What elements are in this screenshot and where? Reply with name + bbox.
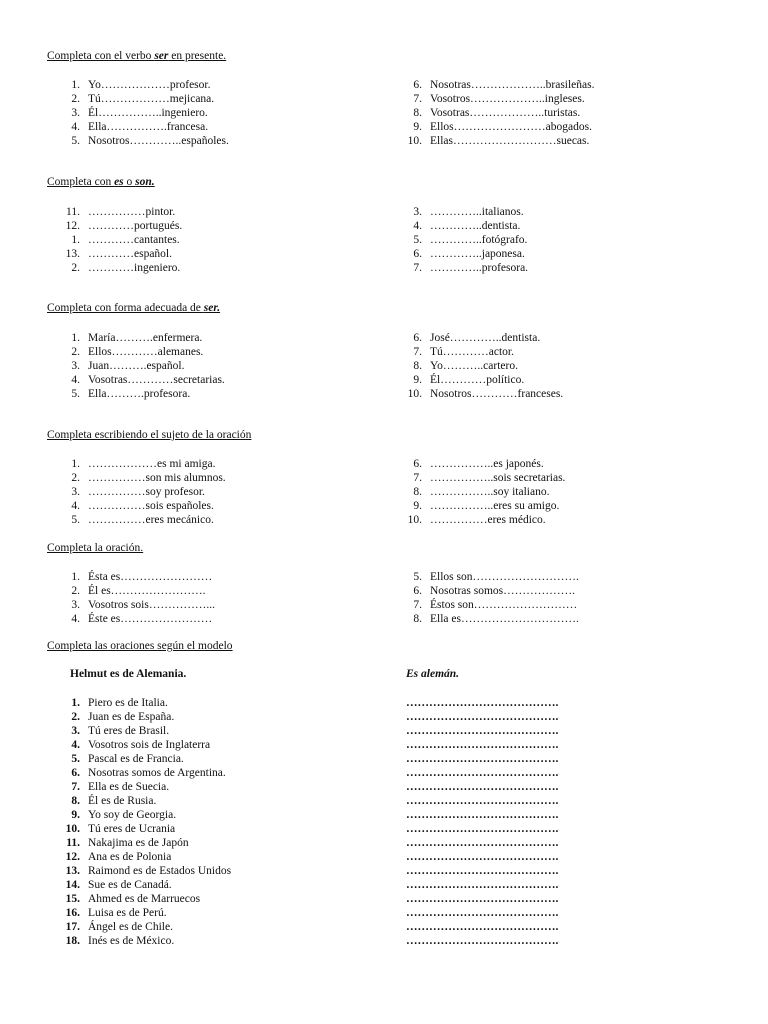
- heading-text: Completa con: [47, 176, 115, 188]
- list-item: [398, 373, 563, 387]
- item-number: 7.: [413, 346, 422, 358]
- list-item: [56, 457, 226, 471]
- item-number: 2.: [71, 346, 80, 358]
- list-item: [398, 584, 579, 598]
- item-text: ……………son mis alumnos.: [88, 472, 226, 484]
- item-number: 1.: [71, 458, 80, 470]
- heading-text: o: [123, 176, 136, 188]
- item-number: 2.: [71, 585, 80, 597]
- heading-text: Completa las oraciones según el modelo: [47, 640, 233, 652]
- item-text: ……………..soy italiano.: [430, 486, 550, 498]
- list-item: [56, 261, 182, 275]
- list-item: [56, 738, 231, 752]
- item-number: 11.: [66, 206, 80, 218]
- item-text: Vosotros………………..ingleses.: [430, 93, 585, 105]
- list-item: [56, 892, 231, 906]
- list-item: [398, 120, 595, 134]
- answer-line: ………………………………….: [406, 753, 559, 765]
- item-number: 9.: [413, 500, 422, 512]
- section-2-heading: [47, 176, 155, 188]
- item-number: 5.: [71, 514, 80, 526]
- item-number: 8.: [413, 613, 422, 625]
- item-text: Él es de Rusia.: [88, 795, 157, 807]
- item-number: 15.: [65, 893, 80, 905]
- list-item: [56, 836, 231, 850]
- list-item: [56, 106, 229, 120]
- section-4-heading: [47, 429, 251, 441]
- list-item: [398, 134, 595, 148]
- heading-text: Completa con el verbo: [47, 50, 155, 62]
- item-number: 11.: [66, 837, 80, 849]
- item-text: …………cantantes.: [88, 234, 180, 246]
- list-item: [398, 513, 565, 527]
- item-number: 16.: [65, 907, 80, 919]
- list-item: [56, 92, 229, 106]
- answer-line: ………………………………….: [406, 711, 559, 723]
- list-item: [56, 584, 215, 598]
- item-text: ……………eres mecánico.: [88, 514, 214, 526]
- item-text: Él…………político.: [430, 374, 525, 386]
- item-number: 1.: [71, 332, 80, 344]
- list-item: [398, 570, 579, 584]
- item-text: María……….enfermera.: [88, 332, 203, 344]
- item-text: Ésta es……………………: [88, 571, 213, 583]
- item-number: 8.: [413, 486, 422, 498]
- list-item: [398, 247, 528, 261]
- item-text: ……………pintor.: [88, 206, 176, 218]
- item-number: 1.: [71, 697, 80, 709]
- item-number: 12.: [65, 220, 80, 232]
- item-number: 2.: [71, 93, 80, 105]
- list-item: [56, 120, 229, 134]
- item-text: ……………sois españoles.: [88, 500, 214, 512]
- heading-text: Completa la oración.: [47, 542, 144, 554]
- list-item: [56, 724, 231, 738]
- list-item: [56, 850, 231, 864]
- item-text: Tú eres de Brasil.: [88, 725, 170, 737]
- item-text: Juan es de España.: [88, 711, 175, 723]
- list-item: [56, 864, 231, 878]
- item-text: ……………eres médico.: [430, 514, 546, 526]
- list-item: [56, 934, 231, 948]
- section-3-left-list: [56, 331, 225, 401]
- answer-line: ………………………………….: [406, 823, 559, 835]
- item-number: 9.: [71, 809, 80, 821]
- item-text: …………portugués.: [88, 220, 183, 232]
- list-item: [398, 233, 528, 247]
- item-text: ……………..es japonés.: [430, 458, 544, 470]
- list-item: [398, 205, 528, 219]
- item-number: 6.: [413, 458, 422, 470]
- item-text: Ellos son……………………….: [430, 571, 579, 583]
- item-text: …………..fotógrafo.: [430, 234, 528, 246]
- section-3-right-list: [398, 331, 563, 401]
- list-item: [56, 696, 231, 710]
- item-text: Nosotros…………..españoles.: [88, 135, 229, 147]
- item-text: …………..italianos.: [430, 206, 524, 218]
- list-item: [398, 359, 563, 373]
- item-text: …………español.: [88, 248, 173, 260]
- section-1-left-list: [56, 78, 229, 148]
- list-item: [398, 457, 565, 471]
- item-number: 2.: [71, 711, 80, 723]
- item-number: 3.: [413, 206, 422, 218]
- item-text: Éste es……………………: [88, 613, 213, 625]
- item-number: 7.: [413, 93, 422, 105]
- answer-line: ………………………………….: [406, 809, 559, 821]
- section-2-left-list: [56, 205, 182, 275]
- item-number: 9.: [413, 374, 422, 386]
- section-4-right-list: [398, 457, 565, 527]
- item-text: Nosotros…………franceses.: [430, 388, 564, 400]
- answer-line: ………………………………….: [406, 725, 559, 737]
- list-item: [398, 471, 565, 485]
- list-item: [56, 598, 215, 612]
- item-text: Tú…………actor.: [430, 346, 514, 358]
- item-text: Yo soy de Georgia.: [88, 809, 177, 821]
- item-number: 1.: [71, 234, 80, 246]
- item-text: Juan……….español.: [88, 360, 185, 372]
- list-item: [398, 219, 528, 233]
- list-item: [56, 78, 229, 92]
- item-number: 4.: [71, 121, 80, 133]
- item-text: ………………es mi amiga.: [88, 458, 216, 470]
- item-number: 13.: [65, 865, 80, 877]
- section-6-heading: [47, 640, 233, 652]
- list-item: [56, 878, 231, 892]
- item-text: Tú………………mejicana.: [88, 93, 215, 105]
- model-sentence: Helmut es de Alemania.: [70, 668, 187, 680]
- heading-text: Completa con forma adecuada de: [47, 302, 204, 314]
- item-text: Nosotras somos……………….: [430, 585, 576, 597]
- item-text: Tú eres de Ucrania: [88, 823, 176, 835]
- answer-line: ………………………………….: [406, 935, 559, 947]
- item-number: 3.: [71, 360, 80, 372]
- answer-line: ………………………………….: [406, 893, 559, 905]
- answer-line: ………………………………….: [406, 879, 559, 891]
- item-number: 8.: [71, 795, 80, 807]
- section-5-right-list: [398, 570, 579, 626]
- item-number: 5.: [413, 234, 422, 246]
- model-items-list: [56, 696, 231, 948]
- item-text: José…………..dentista.: [430, 332, 541, 344]
- section-3-heading: [47, 302, 220, 314]
- item-text: Luisa es de Perú.: [88, 907, 167, 919]
- item-number: 6.: [71, 767, 80, 779]
- item-text: Ellas………………………suecas.: [430, 135, 590, 147]
- item-number: 4.: [71, 374, 80, 386]
- list-item: [56, 471, 226, 485]
- list-item: [56, 359, 225, 373]
- list-item: [398, 387, 563, 401]
- item-text: Él es…………………….: [88, 585, 206, 597]
- section-2-right-list: [398, 205, 528, 275]
- item-text: …………..profesora.: [430, 262, 529, 274]
- item-number: 13.: [65, 248, 80, 260]
- item-number: 10.: [65, 823, 80, 835]
- item-text: Nakajima es de Japón: [88, 837, 189, 849]
- item-text: Ellos……………………abogados.: [430, 121, 592, 133]
- list-item: [56, 247, 182, 261]
- item-text: Nosotras somos de Argentina.: [88, 767, 226, 779]
- item-text: Ella……….profesora.: [88, 388, 191, 400]
- list-item: [398, 261, 528, 275]
- heading-emphasis: ser.: [203, 302, 221, 314]
- item-text: Sue es de Canadá.: [88, 879, 172, 891]
- list-item: [398, 485, 565, 499]
- model-answer: Es alemán.: [406, 668, 460, 680]
- list-item: [56, 822, 231, 836]
- section-1-heading: [47, 50, 226, 62]
- item-number: 2.: [71, 472, 80, 484]
- answer-lines-list: [406, 696, 558, 948]
- item-text: Ella es………………………….: [430, 613, 579, 625]
- item-text: Ahmed es de Marruecos: [88, 893, 201, 905]
- answer-line: ………………………………….: [406, 781, 559, 793]
- item-number: 4.: [71, 739, 80, 751]
- item-text: Yo………..cartero.: [430, 360, 518, 372]
- list-item: [398, 78, 595, 92]
- list-item: [398, 106, 595, 120]
- item-text: Pascal es de Francia.: [88, 753, 184, 765]
- item-text: Raimond es de Estados Unidos: [88, 865, 232, 877]
- item-text: Él……………..ingeniero.: [88, 107, 208, 119]
- item-number: 2.: [71, 262, 80, 274]
- list-item: [56, 780, 231, 794]
- item-text: Ella…………….francesa.: [88, 121, 209, 133]
- list-item: [56, 134, 229, 148]
- item-number: 3.: [71, 725, 80, 737]
- list-item: [56, 710, 231, 724]
- list-item: [398, 499, 565, 513]
- item-text: Vosotros sois de Inglaterra: [88, 739, 211, 751]
- item-number: 3.: [71, 486, 80, 498]
- list-item: [398, 612, 579, 626]
- item-number: 7.: [413, 262, 422, 274]
- item-number: 5.: [71, 753, 80, 765]
- item-number: 12.: [65, 851, 80, 863]
- item-number: 6.: [413, 79, 422, 91]
- item-number: 3.: [71, 107, 80, 119]
- item-text: ……………..eres su amigo.: [430, 500, 560, 512]
- item-number: 5.: [413, 571, 422, 583]
- list-item: [56, 345, 225, 359]
- item-number: 6.: [413, 332, 422, 344]
- answer-line: ………………………………….: [406, 837, 559, 849]
- item-number: 4.: [71, 500, 80, 512]
- item-number: 6.: [413, 585, 422, 597]
- list-item: [56, 219, 182, 233]
- item-text: …………..dentista.: [430, 220, 521, 232]
- item-number: 7.: [413, 599, 422, 611]
- item-number: 8.: [413, 360, 422, 372]
- item-number: 9.: [413, 121, 422, 133]
- answer-line: ………………………………….: [406, 739, 559, 751]
- list-item: [56, 766, 231, 780]
- heading-text: en presente.: [168, 50, 227, 62]
- list-item: [398, 598, 579, 612]
- list-item: [56, 373, 225, 387]
- item-text: Vosotras………………..turistas.: [430, 107, 581, 119]
- item-text: Piero es de Italia.: [88, 697, 168, 709]
- section-5-heading: [47, 542, 143, 554]
- item-number: 10.: [407, 388, 422, 400]
- answer-line: ………………………………….: [406, 907, 559, 919]
- heading-emphasis: ser: [154, 50, 169, 62]
- item-text: ……………soy profesor.: [88, 486, 205, 498]
- item-text: Ella es de Suecia.: [88, 781, 170, 793]
- list-item: [56, 205, 182, 219]
- item-number: 7.: [71, 781, 80, 793]
- list-item: [56, 570, 215, 584]
- item-number: 17.: [65, 921, 80, 933]
- item-text: …………ingeniero.: [88, 262, 181, 274]
- item-number: 1.: [71, 571, 80, 583]
- item-number: 14.: [65, 879, 80, 891]
- answer-line: ………………………………….: [406, 795, 559, 807]
- list-item: [56, 808, 231, 822]
- item-number: 6.: [413, 248, 422, 260]
- item-text: Vosotros sois……………...: [88, 599, 215, 611]
- list-item: [56, 906, 231, 920]
- item-number: 1.: [71, 79, 80, 91]
- answer-line: ………………………………….: [406, 921, 559, 933]
- list-item: [56, 499, 226, 513]
- item-number: 5.: [71, 388, 80, 400]
- list-item: [56, 794, 231, 808]
- item-text: Ellos…………alemanes.: [88, 346, 204, 358]
- heading-emphasis: es: [114, 176, 124, 188]
- item-text: Nosotras………………..brasileñas.: [430, 79, 595, 91]
- list-item: [398, 92, 595, 106]
- list-item: [398, 345, 563, 359]
- answer-line: ………………………………….: [406, 851, 559, 863]
- item-text: …………..japonesa.: [430, 248, 525, 260]
- item-number: 4.: [71, 613, 80, 625]
- item-number: 10.: [407, 135, 422, 147]
- section-5-left-list: [56, 570, 215, 626]
- answer-line: ………………………………….: [406, 865, 559, 877]
- item-text: Éstos son………………………: [430, 599, 578, 611]
- list-item: [398, 331, 563, 345]
- section-1-right-list: [398, 78, 595, 148]
- item-text: Ana es de Polonia: [88, 851, 172, 863]
- section-4-left-list: [56, 457, 226, 527]
- list-item: [56, 233, 182, 247]
- heading-emphasis: son.: [135, 176, 155, 188]
- heading-text: Completa escribiendo el sujeto de la oración: [47, 429, 252, 441]
- item-number: 7.: [413, 472, 422, 484]
- answer-line: ………………………………….: [406, 767, 559, 779]
- item-number: 3.: [71, 599, 80, 611]
- item-number: 18.: [65, 935, 80, 947]
- item-text: Vosotras…………secretarias.: [88, 374, 225, 386]
- item-text: Yo………………profesor.: [88, 79, 211, 91]
- answer-line: ………………………………….: [406, 697, 559, 709]
- item-number: 10.: [407, 514, 422, 526]
- item-text: Inés es de México.: [88, 935, 175, 947]
- item-number: 4.: [413, 220, 422, 232]
- item-text: ……………..sois secretarias.: [430, 472, 566, 484]
- list-item: [56, 752, 231, 766]
- list-item: [56, 612, 215, 626]
- item-text: Ángel es de Chile.: [88, 921, 173, 933]
- list-item: [56, 387, 225, 401]
- list-item: [56, 920, 231, 934]
- item-number: 8.: [413, 107, 422, 119]
- list-item: [56, 331, 225, 345]
- item-number: 5.: [71, 135, 80, 147]
- list-item: [56, 513, 226, 527]
- list-item: [56, 485, 226, 499]
